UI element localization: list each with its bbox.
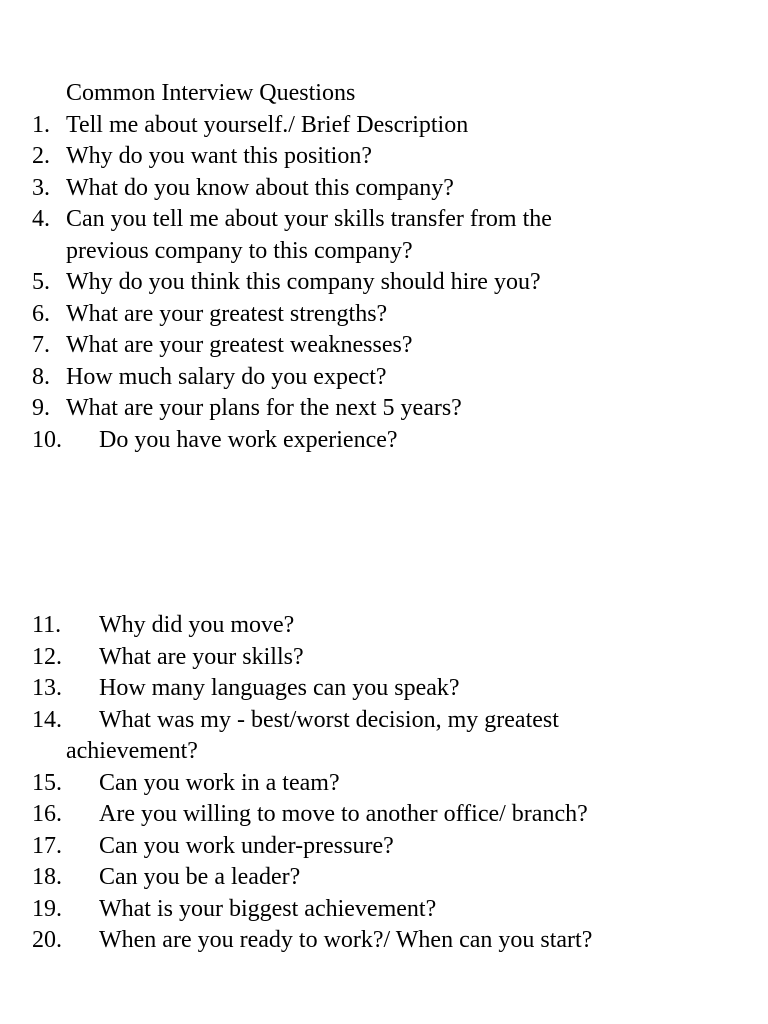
list-item <box>0 141 740 173</box>
question-text: Why do you want this position? <box>66 143 372 169</box>
list-item <box>0 610 740 642</box>
question-text: How much salary do you expect? <box>66 363 387 390</box>
question-text: What is your biggest achievement? <box>99 895 437 922</box>
list-item <box>0 299 740 331</box>
item-number: 12. <box>32 643 62 670</box>
question-text: Why did you move? <box>99 612 295 638</box>
item-number: 8. <box>32 363 50 390</box>
question-text: Can you be a leader? <box>99 864 301 890</box>
item-number: 4. <box>32 206 50 232</box>
item-number: 13. <box>32 675 62 701</box>
list-item <box>0 362 740 394</box>
item-number: 6. <box>32 300 50 327</box>
question-list-part2 <box>0 610 740 957</box>
question-text: Can you tell me about your skills transfer from the previous company to this company? <box>66 206 552 264</box>
list-item <box>0 204 740 267</box>
list-item <box>0 673 740 705</box>
question-text: How many languages can you speak? <box>99 675 460 701</box>
item-number: 14. <box>32 706 62 733</box>
item-number: 19. <box>32 895 62 922</box>
item-number: 10. <box>32 426 62 453</box>
list-item <box>0 173 740 205</box>
document-title: Common Interview Questions <box>66 80 356 106</box>
question-text: When are you ready to work?/ When can you start? <box>99 927 593 953</box>
list-item <box>0 831 740 863</box>
list-item <box>0 862 740 894</box>
item-number: 20. <box>32 927 62 953</box>
item-number: 3. <box>32 174 50 201</box>
item-number: 11. <box>32 612 62 638</box>
item-number: 18. <box>32 864 62 890</box>
list-item <box>0 110 740 142</box>
list-item <box>0 425 740 457</box>
list-item <box>0 705 740 768</box>
item-number: 16. <box>32 801 62 827</box>
list-item <box>0 393 740 425</box>
question-text: What do you know about this company? <box>66 174 454 201</box>
question-text: Can you work in a team? <box>99 769 340 796</box>
item-number: 7. <box>32 332 50 358</box>
question-text: Can you work under-pressure? <box>99 832 394 859</box>
list-item <box>0 642 740 674</box>
item-number: 17. <box>32 832 62 859</box>
question-text: What are your greatest strengths? <box>66 300 388 327</box>
list-item <box>0 925 740 957</box>
list-item <box>0 330 740 362</box>
question-text: Do you have work experience? <box>99 426 398 453</box>
item-number: 15. <box>32 769 62 796</box>
list-item <box>0 799 740 831</box>
item-number: 5. <box>32 269 50 295</box>
item-number: 2. <box>32 143 50 169</box>
item-number: 9. <box>32 395 50 421</box>
list-item <box>0 768 740 800</box>
question-text: Tell me about yourself./ Brief Description <box>66 111 469 138</box>
question-list-part1 <box>0 110 740 457</box>
list-item <box>0 267 740 299</box>
question-text: What are your skills? <box>99 643 304 670</box>
question-text: What was my - best/worst decision, my greatest achievement? <box>66 706 559 764</box>
question-text: What are your greatest weaknesses? <box>66 332 413 358</box>
item-number: 1. <box>32 111 50 138</box>
question-text: What are your plans for the next 5 years? <box>66 395 462 421</box>
list-item <box>0 894 740 926</box>
question-text: Are you willing to move to another office/ branch? <box>99 801 588 827</box>
question-text: Why do you think this company should hire you? <box>66 269 541 295</box>
